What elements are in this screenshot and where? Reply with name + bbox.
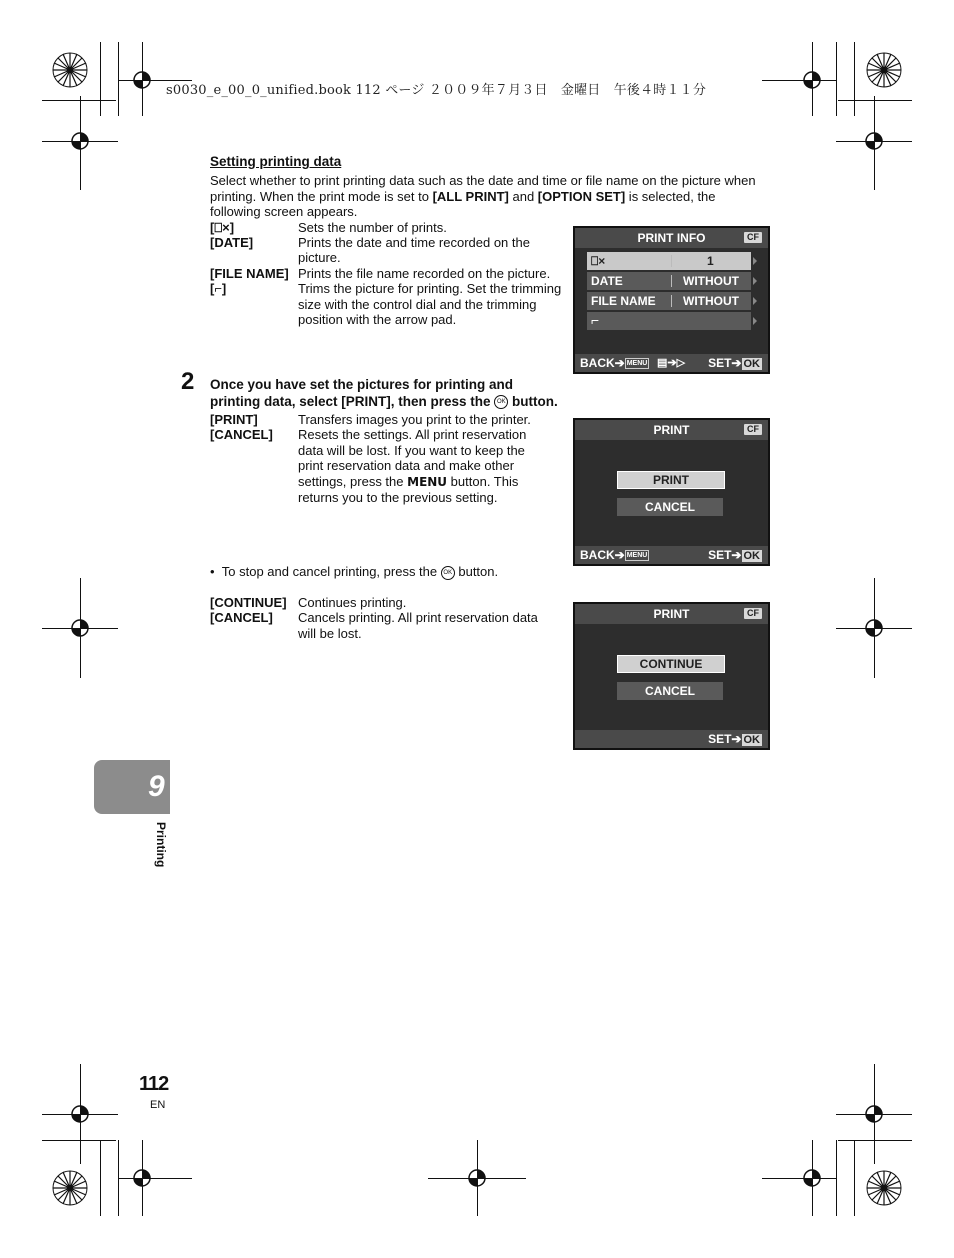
def-row	[210, 595, 562, 610]
ok-button-icon: OK	[743, 358, 760, 370]
def-term: [PRINT]	[210, 412, 258, 427]
row-separator	[671, 255, 672, 267]
step-text-line-2-end: button.	[508, 394, 558, 409]
row-separator	[671, 295, 672, 307]
def-row	[210, 266, 562, 281]
screen-title-bar	[575, 228, 768, 248]
row-trimming[interactable]	[587, 312, 751, 330]
set-label: SET➔	[708, 732, 742, 746]
def-desc: Transfers images you print to the printer.	[298, 412, 531, 427]
arrow-right-icon	[753, 297, 757, 305]
def-term: [⎕×]	[210, 219, 235, 235]
print-data-definitions	[210, 220, 562, 328]
bullet-icon: •	[210, 564, 222, 579]
row-value: WITHOUT	[683, 274, 739, 288]
def-term: [⌐]	[210, 281, 227, 297]
def-row	[210, 281, 562, 327]
continue-option-button[interactable]: CONTINUE	[617, 655, 725, 673]
def-desc	[298, 427, 548, 505]
section-title: Setting printing data	[210, 154, 342, 169]
set-hint	[708, 732, 762, 746]
screen-title-bar	[575, 420, 768, 440]
cf-card-icon: CF	[744, 424, 762, 435]
trim-icon: ⌐	[591, 312, 600, 328]
print-screen	[573, 418, 770, 566]
set-label: SET➔	[708, 356, 742, 370]
intro-line-1: Select whether to print printing data such as the date and time or file name on the picture when	[210, 173, 756, 189]
row-file-name[interactable]	[587, 292, 751, 310]
chapter-label: Printing	[154, 822, 168, 868]
def-term: [FILE NAME]	[210, 265, 289, 281]
cf-card-icon: CF	[744, 232, 762, 243]
def-desc-c: button. This returns you to the previous setting.	[298, 473, 519, 506]
intro-line-2a: printing. When the print mode is set to	[210, 188, 433, 204]
screen-title-bar	[575, 604, 768, 624]
set-hint	[708, 356, 762, 370]
def-desc-a: Resets the settings. All print reservation data will be lost. If you want to keep the print reservation data and make other settings, press the	[298, 427, 527, 489]
page-number: 112	[139, 1073, 169, 1095]
option-set-term: [OPTION SET]	[537, 188, 626, 204]
def-desc: Prints the file name recorded on the picture.	[298, 265, 551, 281]
back-hint	[580, 356, 649, 370]
row-separator	[671, 275, 672, 287]
print-count-icon: ⎕×	[591, 254, 606, 268]
screen-title: PRINT	[653, 423, 690, 437]
def-term: [CONTINUE]	[210, 595, 287, 610]
continue-screen	[573, 602, 770, 750]
cf-card-icon: CF	[744, 608, 762, 619]
all-print-term: [ALL PRINT]	[432, 188, 509, 204]
def-term: [DATE]	[210, 235, 254, 251]
step-text-line-2: printing data, select [PRINT], then press the	[210, 394, 495, 409]
row-value: 1	[707, 254, 714, 268]
def-row	[210, 235, 562, 266]
def-desc: Sets the number of prints.	[298, 219, 447, 235]
set-label: SET➔	[708, 548, 742, 562]
arrow-right-icon	[753, 257, 757, 265]
ok-button-icon: OK	[441, 566, 455, 580]
screen-bottom-bar	[575, 546, 768, 564]
print-info-screen	[573, 226, 770, 374]
continue-definitions	[210, 595, 562, 641]
language-code: EN	[150, 1099, 166, 1111]
intro-line-2c: and	[508, 188, 538, 204]
print-option-button[interactable]: PRINT	[617, 471, 725, 489]
row-label: DATE	[591, 274, 623, 288]
print-options-definitions	[210, 412, 562, 505]
def-term: [CANCEL]	[210, 610, 273, 626]
set-hint	[708, 548, 762, 562]
ok-button-icon: OK	[743, 550, 760, 562]
def-row	[210, 220, 562, 235]
def-row	[210, 412, 562, 427]
arrow-right-icon	[753, 317, 757, 325]
step-number: 2	[181, 368, 195, 395]
cancel-option-button[interactable]: CANCEL	[617, 498, 723, 516]
ok-button-icon: OK	[494, 395, 508, 409]
back-label: BACK➔	[580, 356, 625, 370]
row-date[interactable]	[587, 272, 751, 290]
row-value: WITHOUT	[683, 294, 739, 308]
row-label: FILE NAME	[591, 294, 656, 308]
print-header-line: s0030_e_00_0_unified.book 112 ページ ２００９年７月３日 金曜日 午後４時１１分	[166, 83, 707, 98]
screen-title: PRINT	[653, 607, 690, 621]
def-desc: Continues printing.	[298, 595, 407, 610]
screen-bottom-bar	[575, 730, 768, 748]
screen-bottom-bar	[575, 354, 768, 372]
def-desc: Cancels printing. All print reservation data will be lost.	[298, 610, 538, 641]
note-text-end: button.	[454, 564, 499, 579]
def-row	[210, 427, 562, 505]
menu-button-icon: MENU	[626, 552, 648, 560]
ok-button-icon: OK	[743, 734, 760, 746]
cancel-option-button[interactable]: CANCEL	[617, 682, 723, 700]
stop-printing-note	[210, 564, 498, 580]
back-label: BACK➔	[580, 548, 625, 562]
def-row	[210, 610, 562, 641]
screen-title: PRINT INFO	[637, 231, 706, 245]
arrow-right-icon	[753, 277, 757, 285]
intro-line-2e: is selected, the	[625, 188, 716, 204]
note-text: To stop and cancel printing, press the	[221, 564, 441, 579]
intro-line-3: following screen appears.	[210, 204, 358, 220]
back-hint	[580, 548, 649, 562]
def-desc: Trims the picture for printing. Set the trimming size with the control dial and the trimming position with the arrow pad.	[298, 281, 562, 328]
chapter-number: 9	[148, 770, 165, 803]
step-instruction	[210, 376, 610, 410]
step-text-line-1: Once you have set the pictures for printing and	[210, 377, 514, 392]
menu-button-name: MENU	[407, 474, 448, 489]
menu-button-icon: MENU	[626, 360, 648, 368]
def-desc: Prints the date and time recorded on the picture.	[298, 235, 530, 266]
def-term: [CANCEL]	[210, 427, 273, 443]
intro-paragraph	[210, 173, 772, 219]
select-hint-icon: ▤➔▷	[657, 357, 686, 369]
row-print-count[interactable]	[587, 252, 751, 270]
